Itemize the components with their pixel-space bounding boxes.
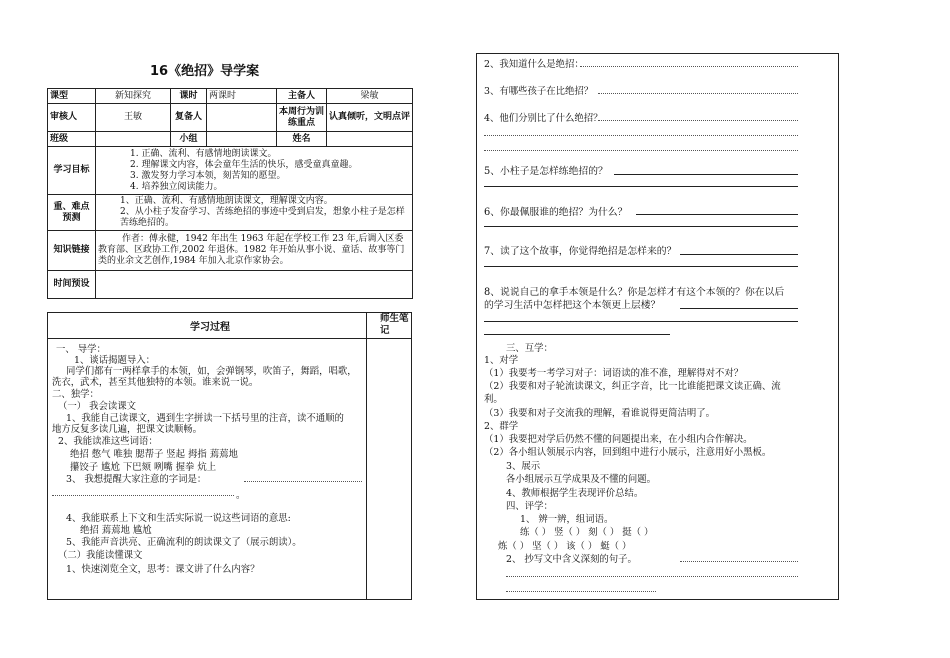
type-value: 新知探究 bbox=[96, 89, 171, 104]
group-item-1: （1）我要把对学后仍然不懂的问题提出来，在小组内合作解决。 bbox=[484, 434, 753, 445]
time-value bbox=[96, 271, 413, 299]
co-preparer-label: 复备人 bbox=[171, 104, 207, 132]
question-5: 5、小柱子是怎样练绝招的？ bbox=[484, 166, 608, 177]
mutual-heading: 三、互学： bbox=[506, 343, 553, 354]
answer-line[interactable] bbox=[484, 321, 798, 322]
group-value bbox=[207, 132, 277, 147]
pair-item-2-cont: 利。 bbox=[484, 394, 503, 405]
process-line: 一、 导学： bbox=[56, 344, 106, 355]
group-item-2: （2）各小组认领展示内容，回到组中进行小展示，注意用好小黑板。 bbox=[484, 447, 772, 458]
process-line: 2、我能读准这些词语： bbox=[58, 436, 158, 447]
question-2: 2、我知道什么是绝招： bbox=[484, 59, 584, 70]
group-heading: 2、群学 bbox=[484, 421, 519, 432]
question-8: 8、说说自己的拿手本领是什么？你是怎样才有这个本领的？你在以后 bbox=[484, 287, 785, 298]
answer-line[interactable] bbox=[680, 308, 798, 309]
answer-line[interactable] bbox=[484, 334, 670, 335]
class-value bbox=[96, 132, 171, 147]
answer-line[interactable] bbox=[484, 226, 798, 227]
reviewer-value: 王敏 bbox=[96, 104, 171, 132]
process-line: （一） 我会读课文 bbox=[58, 401, 136, 412]
pair-item-1: （1）我要考一考学习对子：词语读的准不准，理解得对不对？ bbox=[484, 368, 744, 379]
question-3: 3、有哪些孩子在比绝招？ bbox=[484, 86, 594, 97]
answer-line[interactable] bbox=[506, 576, 798, 577]
process-line: 二、独学： bbox=[52, 389, 99, 400]
answer-line[interactable] bbox=[484, 186, 798, 187]
answer-line[interactable] bbox=[484, 150, 798, 151]
knowledge-label: 知识链接 bbox=[48, 231, 96, 271]
pair-heading: 1、对学 bbox=[484, 355, 519, 366]
question-8-cont: 的学习生活中怎样把这个本领更上层楼？ bbox=[484, 300, 661, 311]
period-value: 两课时 bbox=[207, 89, 277, 104]
answer-line[interactable] bbox=[614, 174, 798, 175]
goals-label: 学习目标 bbox=[48, 147, 96, 195]
process-line: 5、我能声音洪亮、正确流利的朗读课文了（展示朗读）。 bbox=[66, 537, 302, 548]
goals-text: 1. 正确、流利、有感情地朗读课文。 2. 理解课文内容，体会童年生活的快乐，感受童真童趣。 3. 激发努力学习本领，刻苦知的愿望。 4. 培养独立阅读能力。 bbox=[96, 147, 413, 195]
process-header: 学习过程 bbox=[190, 322, 230, 333]
time-label: 时间预设 bbox=[48, 271, 96, 299]
teacher-item: 4、教师根据学生表现评价总结。 bbox=[506, 488, 644, 499]
reviewer-label: 审核人 bbox=[48, 104, 96, 132]
pair-item-2: （2）我要和对子轮流读课文，纠正字音，比一比谁能把课文读正确、流 bbox=[484, 381, 781, 392]
class-label: 班级 bbox=[48, 132, 96, 147]
group-label: 小组 bbox=[171, 132, 207, 147]
name-value bbox=[327, 132, 413, 147]
eval-heading: 四、评学： bbox=[506, 501, 553, 512]
process-line: （二）我能读懂课文 bbox=[58, 550, 143, 561]
answer-line[interactable] bbox=[506, 591, 656, 592]
show-heading: 3、展示 bbox=[506, 461, 541, 472]
process-line: 1、我能自己读课文，遇到生字拼读一下括号里的注音，读不通顺的 bbox=[66, 413, 344, 424]
knowledge-text: 作者：傅永健，1942 年出生 1963 年起在学校工作 23 年,后调入区委教育部、区政协工作,2002 年退休。1982 年开始从事小说、童话、故事等门类的业余文艺创作,1984 年加入北京作家协会。 bbox=[96, 231, 413, 271]
key-label: 重、难点预测 bbox=[48, 195, 96, 231]
answer-line[interactable] bbox=[598, 93, 798, 94]
question-6: 6、你最佩服谁的绝招？为什么？ bbox=[484, 207, 628, 218]
eval-item-1: 1、 辨一辨，组词语。 bbox=[520, 514, 614, 525]
info-table bbox=[47, 88, 413, 299]
weekly-label: 本周行为训练重点 bbox=[277, 104, 327, 132]
process-header-divider bbox=[47, 338, 412, 339]
name-label: 姓名 bbox=[277, 132, 327, 147]
notes-divider bbox=[366, 312, 367, 600]
answer-line[interactable] bbox=[680, 561, 798, 562]
answer-line[interactable] bbox=[680, 254, 798, 255]
process-line: 。 bbox=[236, 490, 246, 501]
type-label: 课型 bbox=[48, 89, 96, 104]
pair-item-3: （3）我要和对子交流我的理解，看谁说得更简洁明了。 bbox=[484, 408, 715, 419]
co-preparer-value bbox=[207, 104, 277, 132]
answer-line[interactable] bbox=[484, 135, 798, 136]
period-label: 课时 bbox=[171, 89, 207, 104]
process-line: 1、谈话揭题导入： bbox=[74, 355, 155, 366]
word-row-2: 炼（ ） 坚（ ） 该（ ） 蜓（ ） bbox=[498, 541, 632, 552]
answer-line[interactable] bbox=[598, 120, 798, 121]
preparer-label: 主备人 bbox=[277, 89, 327, 104]
process-line: 1、快速浏览全文，思考：课文讲了什么内容？ bbox=[66, 564, 260, 575]
weekly-value: 认真倾听，文明点评 bbox=[327, 104, 413, 132]
question-4: 4、他们分别比了什么绝招？ bbox=[484, 113, 603, 124]
eval-item-2: 2、 抄写文中含义深刻的句子。 bbox=[506, 554, 637, 565]
key-points-text: 1、正确、流利、有感情地朗读课文，理解课文内容。 2、从小柱子发奋学习、苦练绝招的事迹中受到启发，想象小柱子是怎样苦练绝招的。 bbox=[96, 195, 413, 231]
process-line: 3、 我想提醒大家注意的字词是： bbox=[66, 474, 207, 485]
word-row-1: 练（ ） 竖（ ） 刻（ ） 挺（ ） bbox=[520, 527, 654, 538]
page-title: 16《绝招》导学案 bbox=[150, 64, 260, 79]
answer-line[interactable] bbox=[244, 481, 362, 482]
preparer-value: 梁敏 bbox=[327, 89, 413, 104]
process-line: 地方反复多读几遍，把课文读顺畅。 bbox=[52, 424, 203, 435]
answer-line[interactable] bbox=[52, 495, 234, 496]
answer-line[interactable] bbox=[636, 214, 798, 215]
process-line: 攥饺子 尴尬 下巴颏 咧嘴 握拳 炕上 bbox=[70, 462, 217, 473]
process-line: 洗衣，武术，甚至其他独特的本领。谁来说一说。 bbox=[52, 377, 259, 388]
answer-line[interactable] bbox=[484, 266, 798, 267]
question-7: 7、读了这个故事，你觉得绝招是怎样来的？ bbox=[484, 246, 677, 257]
show-item: 各小组展示互学成果及不懂的问题。 bbox=[506, 474, 657, 485]
process-line: 绝招 蔫蔫地 尴尬 bbox=[80, 525, 152, 536]
notes-header: 师生笔记 bbox=[380, 313, 409, 336]
answer-line[interactable] bbox=[580, 66, 798, 67]
process-line: 同学们都有一两样拿手的本领，如，会弹钢琴，吹笛子，舞蹈，唱歌， bbox=[66, 366, 357, 377]
process-line: 4、我能联系上下文和生活实际说一说这些词语的意思: bbox=[66, 513, 291, 524]
process-line: 绝招 憋气 唯独 腮帮子 竖起 拇指 蔫蔫地 bbox=[70, 449, 238, 460]
